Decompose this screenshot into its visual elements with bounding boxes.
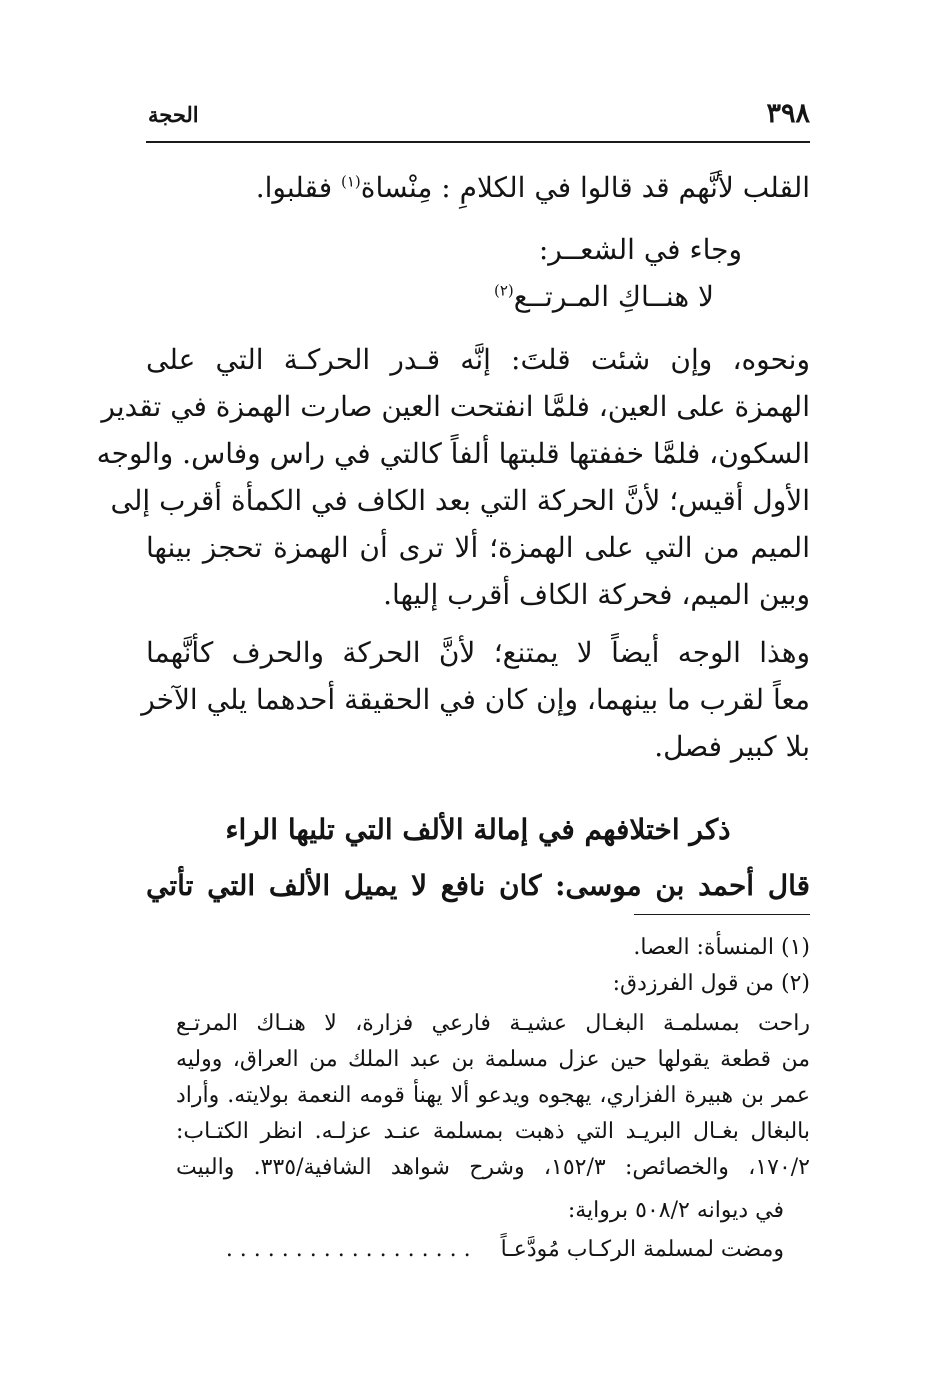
footnote-2-line: بالبغال بغـال البريـد التي ذهبت بمسلمة عنـد عزلـه. انظر الكتـاب: [176, 1119, 810, 1144]
body-line-5: الهمزة على العين، فلمَّا انفتحت العين صارت الهمزة في تقدير [101, 390, 810, 423]
footnote-1: (١) المنسأة: العصا. [633, 935, 810, 960]
footnote-2-intro: (٢) من قول الفرزدق: [612, 971, 810, 996]
body-line-6: السكون، فلمَّا خففتها قلبتها ألفاً كالتي في راس وفاس. والوجه [96, 437, 810, 470]
footnote-rule [634, 914, 810, 915]
verse-fragment: لا هنــاكِ المـرتــع$^{(٢)}$ [493, 280, 714, 313]
body-line-12: بلا كبير فصل. [654, 730, 810, 763]
body-line-4: ونحوه، وإن شئت قلتَ: إنَّه قـدر الحركـة التي على [146, 343, 810, 376]
body-line-11: معاً لقرب ما بينهما، وإن كان في الحقيقة أحدهما يلي الآخر [141, 683, 810, 716]
body-line-2: وجاء في الشعــر: [538, 233, 742, 266]
body-line-9: وبين الميم، فحركة الكاف أقرب إليها. [383, 578, 810, 611]
footnote-2-variant-verse: ومضت لمسلمة الركـاب مُودَّعـاً. . . . . . . . . . . . . . . . . . [225, 1237, 784, 1262]
footnote-2-line: عمر بن هبيرة الفزاري، يهجوه ويدعو ألا يهنأ قومه النعمة بولايته. وأراد [176, 1083, 810, 1108]
footnote-marker-2: (٢) [493, 281, 514, 300]
body-line-1: القلب لأنَّهم قد قالوا في الكلامِ : مِنْساة$^{(١)}$ فقلبوا. [255, 171, 810, 204]
page-header [146, 98, 810, 138]
footnote-2-line: ١٧٠/٢، والخصائص: ١٥٢/٣، وشرح شواهد الشافية/٣٣٥. والبيت [176, 1155, 810, 1180]
footnote-2-line: في ديوانه ٥٠٨/٢ برواية: [567, 1198, 784, 1223]
running-title: الحجة [148, 102, 199, 127]
body-line-7: الأول أقيس؛ لأنَّ الحركة التي بعد الكاف في الكمأة أقرب إلى [110, 484, 810, 517]
footnote-2-line: من قطعة يقولها حين عزل مسلمة بن عبد الملك من العراق، ووليه [176, 1047, 810, 1072]
ellipsis-dots: . . . . . . . . . . . . . . . . . . [225, 1237, 471, 1262]
footnote-2-verse-line: راحت بمسلمـة البغـال عشيـة فارعي فزارة، لا هنـاك المرتـع [176, 1011, 810, 1036]
footnote-marker-1: (١) [341, 172, 361, 191]
body-line-10: وهذا الوجه أيضاً لا يمتنع؛ لأنَّ الحركة والحرف كأنَّهما [146, 636, 810, 669]
page-number: ٣٩٨ [766, 98, 810, 129]
body-line-8: الميم من التي على الهمزة؛ ألا ترى أن الهمزة تحجز بينها [146, 531, 810, 564]
section-first-line: قال أحمد بن موسى: كان نافع لا يميل الألف التي تأتي [146, 869, 810, 902]
header-rule [146, 141, 810, 143]
section-heading: ذكر اختلافهم في إمالة الألف التي تليها الراء [225, 813, 731, 846]
